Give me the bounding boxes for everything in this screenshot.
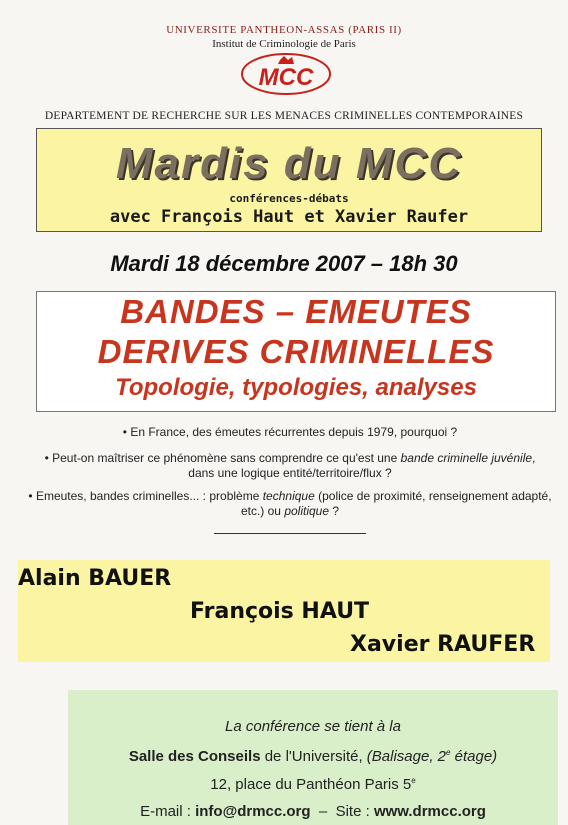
- topic-line-1: BANDES – EMEUTES: [120, 293, 472, 330]
- bullet-3-mid: (police de proximité, renseignement adapté, etc.) ou: [240, 489, 552, 518]
- bullet-3-emphasis-2: politique: [284, 504, 330, 518]
- venue-intro: La conférence se tient à la: [225, 718, 401, 735]
- department-name: DEPARTEMENT DE RECHERCHE SUR LES MENACES CRIMINELLES CONTEMPORAINES: [44, 110, 524, 122]
- topic-line-2: DERIVES CRIMINELLES: [97, 333, 495, 370]
- venue-floor-a: (Balisage, 2: [366, 748, 447, 765]
- bullet-2-end: , dans une logique entité/territoire/flux ?: [188, 451, 536, 480]
- institute-name: Institut de Criminologie de Paris: [212, 38, 356, 50]
- bullet-1: • En France, des émeutes récurrentes depuis 1979, pourquoi ?: [122, 425, 458, 439]
- bullet-3-end: ?: [329, 504, 340, 518]
- venue-room-line: [68, 748, 558, 765]
- separator-line: [214, 533, 366, 534]
- title-box: [36, 128, 542, 232]
- speaker-1: Alain BAUER: [18, 566, 172, 591]
- event-subtitle: conférences-débats: [229, 192, 349, 205]
- bullet-2-emphasis: bande criminelle juvénile: [400, 451, 533, 465]
- mcc-logo: [240, 52, 332, 96]
- logo-text: MCC: [258, 64, 314, 91]
- venue-address: [68, 776, 558, 793]
- bullet-3-text: • Emeutes, bandes criminelles... : problème: [28, 489, 263, 503]
- venue-room: Salle des Conseils: [128, 748, 261, 765]
- event-title: Mardis du MCC: [115, 139, 463, 188]
- speaker-2: François HAUT: [190, 599, 370, 624]
- venue-address-text: 12, place du Panthéon Paris 5: [210, 776, 412, 793]
- university-name: UNIVERSITE PANTHEON-ASSAS (PARIS II): [166, 24, 402, 36]
- venue-floor-sup: e: [446, 748, 451, 757]
- site-link[interactable]: www.drmcc.org: [373, 803, 486, 820]
- bullet-2-text: • Peut-on maîtriser ce phénomène sans comprendre ce qu'est une: [44, 451, 401, 465]
- email-link[interactable]: info@drmcc.org: [195, 803, 311, 820]
- email-label: E-mail :: [140, 803, 196, 820]
- topic-line-3: Topologie, typologies, analyses: [115, 374, 477, 401]
- venue-floor-b: étage): [450, 748, 498, 765]
- event-date: Mardi 18 décembre 2007 – 18h 30: [110, 251, 458, 276]
- site-label: – Site :: [310, 803, 374, 820]
- venue-address-sup: e: [411, 776, 416, 785]
- bullet-3-emphasis-1: technique: [262, 489, 315, 503]
- bullet-3: [20, 489, 560, 519]
- speaker-3: Xavier RAUFER: [350, 632, 536, 657]
- topic-box: [36, 291, 556, 412]
- contact-line: [68, 803, 558, 820]
- event-hosts: avec François Haut et Xavier Raufer: [109, 207, 469, 227]
- bullet-2: [40, 451, 540, 481]
- venue-room-mid: de l'Université,: [260, 748, 367, 765]
